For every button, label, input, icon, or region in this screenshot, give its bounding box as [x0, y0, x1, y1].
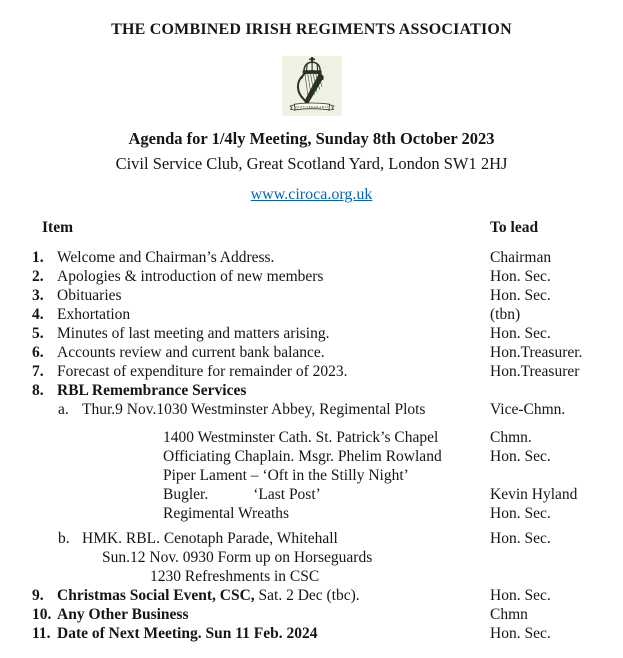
item-lead: Kevin Hyland	[490, 486, 578, 503]
agenda-row-6	[0, 343, 623, 362]
item-lead: Hon. Sec.	[490, 448, 551, 465]
item-lead: Hon. Sec.	[490, 287, 551, 304]
detail-text: 1230 Refreshments in CSC	[150, 568, 320, 585]
agenda-row-3	[0, 286, 623, 305]
detail-text	[0, 485, 490, 504]
sub-item-letter: a.	[58, 401, 69, 418]
agenda-row-4	[0, 305, 623, 324]
item-lead	[490, 466, 623, 485]
item-lead: Chmn.	[490, 429, 532, 446]
agenda-detail-row	[0, 466, 623, 485]
agenda-detail-row	[0, 567, 623, 586]
item-text: Thur.9 Nov.1030 Westminster Abbey, Regimental Plots	[82, 401, 426, 418]
sub-item-letter: b.	[58, 530, 70, 547]
crest-motto-text: QUIS SEPARABIT	[294, 104, 329, 109]
item-text: HMK. RBL. Cenotaph Parade, Whitehall	[82, 530, 338, 547]
item-lead	[490, 567, 623, 586]
detail-text: 1400 Westminster Cath. St. Patrick’s Chapel	[163, 429, 439, 446]
agenda-row-8	[0, 381, 623, 400]
item-number: 1.	[32, 249, 44, 266]
item-text	[57, 586, 490, 605]
item-text: Date of Next Meeting. Sun 11 Feb. 2024	[57, 625, 318, 642]
website-link[interactable]: www.ciroca.org.uk	[250, 186, 373, 203]
item-text: RBL Remembrance Services	[57, 382, 247, 399]
column-header-item: Item	[42, 219, 73, 236]
agenda-detail-row	[0, 428, 623, 447]
bugler-label: Bugler.	[163, 486, 209, 503]
item-number: 3.	[32, 287, 44, 304]
column-headers	[0, 219, 623, 237]
item-number: 5.	[32, 325, 44, 342]
item-text: Any Other Business	[57, 606, 189, 623]
column-header-to-lead: To lead	[490, 219, 539, 236]
detail-text: Piper Lament – ‘Oft in the Stilly Night’	[163, 467, 409, 484]
item-lead: Hon. Sec.	[490, 625, 551, 642]
item-number: 4.	[32, 306, 44, 323]
item-number: 11.	[32, 625, 51, 642]
agenda-row-7	[0, 362, 623, 381]
agenda-row-2	[0, 267, 623, 286]
item-text-bold: Christmas Social Event, CSC,	[57, 587, 255, 604]
item-text-regular: Sat. 2 Dec (tbc).	[254, 587, 360, 604]
item-lead: Hon. Sec.	[490, 530, 551, 547]
agenda-detail-row	[0, 548, 623, 567]
item-number: 6.	[32, 344, 44, 361]
item-text: Apologies & introduction of new members	[57, 268, 324, 285]
item-lead: Hon.Treasurer	[490, 363, 580, 380]
agenda-row-9	[0, 586, 623, 605]
agenda-detail-row	[0, 447, 623, 466]
item-text: Accounts review and current bank balance.	[57, 344, 325, 361]
item-lead: Vice-Chmn.	[490, 401, 566, 418]
agenda-row-1	[0, 248, 623, 267]
crowned-harp-crest-icon	[282, 56, 342, 116]
item-lead: (tbn)	[490, 306, 521, 323]
agenda-row-5	[0, 324, 623, 343]
item-number: 2.	[32, 268, 44, 285]
item-text: Forecast of expenditure for remainder of 2023.	[57, 363, 348, 380]
item-number: 10.	[32, 606, 52, 623]
meeting-header	[0, 126, 623, 176]
agenda-row-8b	[0, 529, 623, 548]
detail-text: Regimental Wreaths	[163, 505, 290, 522]
item-lead: Chmn	[490, 606, 528, 623]
meeting-venue: Civil Service Club, Great Scotland Yard, London SW1 2HJ	[115, 154, 508, 173]
last-post-label: ‘Last Post’	[253, 486, 321, 503]
item-lead	[490, 381, 623, 400]
agenda-row-11	[0, 624, 623, 643]
organisation-title: THE COMBINED IRISH REGIMENTS ASSOCIATION	[111, 21, 512, 38]
item-lead	[490, 548, 623, 567]
item-lead: Hon.Treasurer.	[490, 344, 583, 361]
item-lead: Hon. Sec.	[490, 587, 551, 604]
agenda-detail-row	[0, 504, 623, 523]
meeting-title: Agenda for 1/4ly Meeting, Sunday 8th October 2023	[128, 129, 495, 148]
item-lead: Chairman	[490, 249, 552, 266]
item-lead: Hon. Sec.	[490, 325, 551, 342]
item-text: Welcome and Chairman’s Address.	[57, 249, 275, 266]
item-number: 8.	[32, 382, 44, 399]
item-number: 7.	[32, 363, 44, 380]
agenda-row-10	[0, 605, 623, 624]
agenda-detail-row	[0, 485, 623, 504]
item-number: 9.	[32, 587, 44, 604]
agenda-list	[0, 248, 623, 643]
detail-text: Officiating Chaplain. Msgr. Phelim Rowland	[163, 448, 442, 465]
item-lead: Hon. Sec.	[490, 505, 551, 522]
item-text: Obituaries	[57, 287, 122, 304]
item-text: Exhortation	[57, 306, 131, 323]
item-lead: Hon. Sec.	[490, 268, 551, 285]
association-crest	[282, 56, 342, 116]
item-text: Minutes of last meeting and matters arising.	[57, 325, 330, 342]
website-line	[0, 186, 623, 204]
agenda-row-8a	[0, 400, 623, 419]
detail-text: Sun.12 Nov. 0930 Form up on Horseguards	[102, 549, 373, 566]
